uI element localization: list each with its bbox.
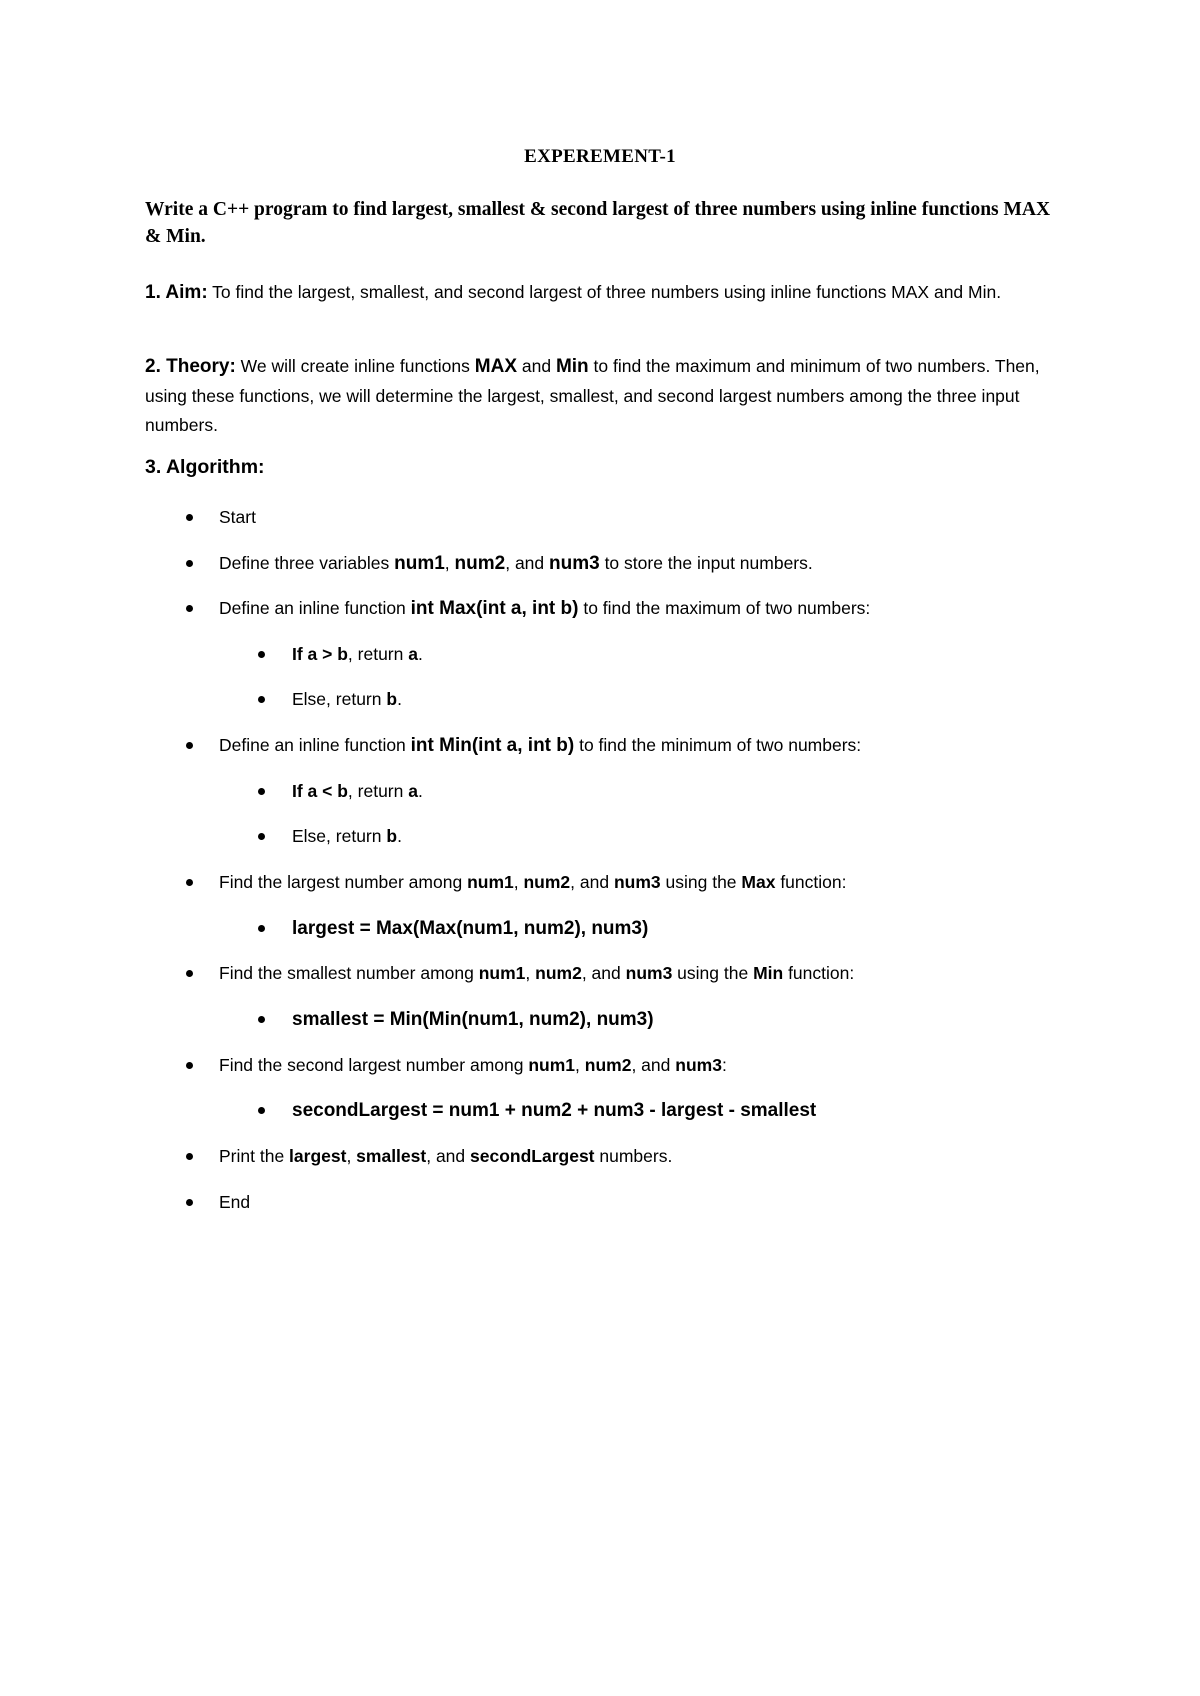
aim-heading: 1. Aim: bbox=[145, 282, 208, 303]
document-title: EXPEREMENT-1 bbox=[524, 146, 676, 167]
min-else-item: Else, return b. bbox=[292, 826, 402, 846]
step-end: End bbox=[219, 1192, 251, 1212]
step-define-max: Define an inline function int Max(int a, int b) to find the maximum of two numbers: bbox=[219, 598, 871, 619]
step-start: Start bbox=[219, 507, 256, 527]
theory-min: Min bbox=[555, 356, 589, 377]
theory-text-1: We will create inline functions bbox=[235, 356, 475, 376]
step-print: Print the largest, smallest, and secondLargest numbers. bbox=[219, 1146, 673, 1166]
step-define-vars: Define three variables num1, num2, and num3 to store the input numbers. bbox=[219, 553, 813, 574]
largest-formula: largest = Max(Max(num1, num2), num3) bbox=[292, 918, 649, 939]
aim-text: To find the largest, smallest, and second largest of three numbers using inline functions MAX and Min. bbox=[207, 282, 1002, 302]
max-if-item: If a > b, return a. bbox=[292, 644, 423, 664]
question-text: Write a C++ program to find largest, smallest & second largest of three numbers using inline functions MAX & Min. bbox=[145, 199, 1051, 247]
step-find-smallest: Find the smallest number among num1, num2, and num3 using the Min function: bbox=[219, 963, 855, 983]
theory-max: MAX bbox=[474, 356, 517, 377]
theory-text-3: to find the maximum and minimum of two numbers. Then, using these functions, we will determine the largest, smallest, and second largest numbers among the three input numbers. bbox=[145, 356, 1040, 435]
step-find-largest: Find the largest number among num1, num2, and num3 using the Max function: bbox=[219, 872, 847, 892]
max-else-item: Else, return b. bbox=[292, 689, 402, 709]
min-if-item: If a < b, return a. bbox=[292, 781, 423, 801]
step-define-min: Define an inline function int Min(int a, int b) to find the minimum of two numbers: bbox=[219, 735, 862, 756]
step-find-second: Find the second largest number among num1, num2, and num3: bbox=[219, 1055, 727, 1075]
smallest-formula: smallest = Min(Min(num1, num2), num3) bbox=[292, 1009, 654, 1030]
second-largest-formula: secondLargest = num1 + num2 + num3 - largest - smallest bbox=[292, 1100, 817, 1121]
theory-paragraph bbox=[145, 352, 1065, 441]
theory-heading: 2. Theory: bbox=[145, 356, 236, 377]
theory-text-2: and bbox=[517, 356, 556, 376]
aim-paragraph bbox=[145, 278, 1065, 308]
algorithm-heading: 3. Algorithm: bbox=[145, 456, 265, 478]
